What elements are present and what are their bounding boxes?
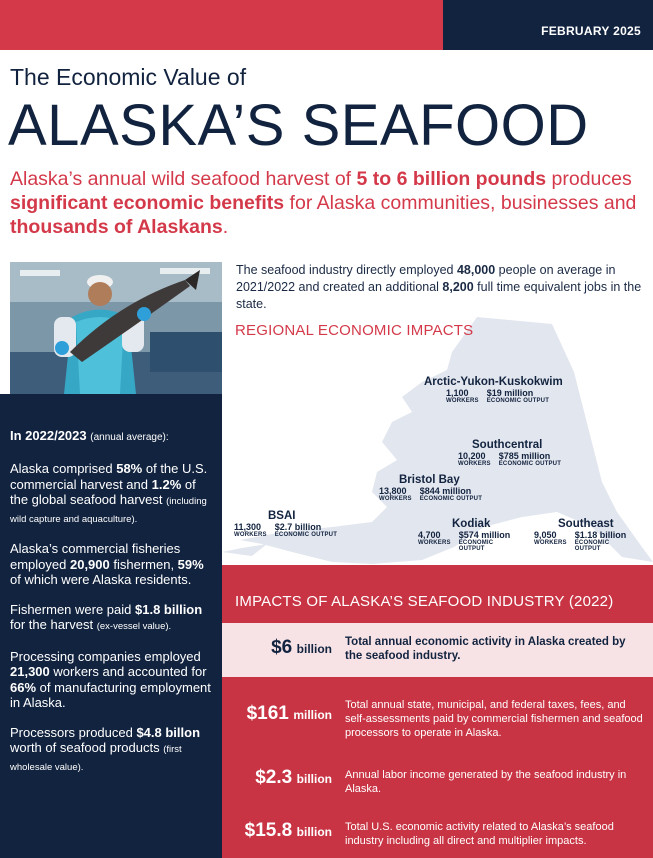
- fact-bold: 58%: [116, 461, 143, 476]
- region-output-value: $844 million: [419, 486, 472, 496]
- region-arctic-yukon-kuskokwim: [424, 376, 563, 406]
- fact-text: worth of seafood products: [10, 740, 164, 755]
- fact-text: Processing companies employed: [10, 648, 201, 664]
- impact-row-taxes: [222, 693, 653, 751]
- region-kodiak: [418, 518, 529, 552]
- region-output-value: $785 million: [498, 451, 551, 461]
- region-name: Bristol Bay: [399, 474, 460, 486]
- fact-text: Fishermen were paid: [10, 601, 135, 617]
- employment-text: people on average in 2021/2022 and created an additional: [236, 263, 616, 294]
- fact-note: (ex-vessel value).: [96, 621, 172, 632]
- fact-text: fishermen,: [109, 556, 178, 572]
- impact-description: Total U.S. economic activity related to Alaska’s seafood industry including all direct and multiplier impacts.: [345, 821, 614, 847]
- region-output: [275, 522, 337, 538]
- worker-holding-fish-illustration: [10, 262, 222, 394]
- regional-impacts-title: REGIONAL ECONOMIC IMPACTS: [235, 322, 474, 339]
- lede-text: for Alaska communities, businesses and: [284, 192, 637, 214]
- region-name: Southcentral: [472, 439, 543, 451]
- employment-text: The seafood industry directly employed: [236, 263, 457, 277]
- region-output-value: $574 million: [458, 530, 511, 540]
- fact-text: Processors produced: [10, 724, 137, 740]
- region-output-value: $19 million: [486, 388, 534, 398]
- impact-row-labor-income: [222, 765, 653, 823]
- lede-bold: thousands of Alaskans: [10, 216, 223, 238]
- impact-amount-value: $15.8: [244, 820, 293, 841]
- aleutian-islands: [222, 544, 267, 556]
- worker-photo: [10, 262, 222, 394]
- region-workers-value: 9,050: [534, 530, 557, 540]
- fact-harvest-share: [10, 461, 212, 527]
- region-output-label: ECONOMIC OUTPUT: [486, 398, 550, 404]
- impact-amount-unit: billion: [296, 642, 332, 656]
- lede-text: produces: [546, 168, 632, 190]
- region-name: BSAI: [268, 510, 296, 522]
- fact-fishermen: [10, 541, 212, 588]
- region-southcentral: [458, 439, 569, 469]
- impact-amount: [222, 637, 332, 659]
- fact-bold: 66%: [10, 679, 37, 695]
- impact-description: Total annual economic activity in Alaska created by the seafood industry.: [345, 636, 626, 662]
- region-name: Kodiak: [452, 518, 491, 530]
- fact-bold: $1.8 billion: [135, 601, 203, 617]
- region-workers-label: WORKERS: [379, 496, 412, 502]
- region-workers-label: WORKERS: [418, 540, 451, 546]
- fact-processors-value: [10, 725, 212, 776]
- lede-text: Alaska’s annual wild seafood harvest of: [10, 168, 357, 190]
- impact-amount-value: $2.3: [255, 767, 293, 788]
- employment-bold: 48,000: [456, 263, 496, 277]
- region-name: Arctic-Yukon-Kuskokwim: [424, 376, 563, 388]
- region-output-label: ECONOMIC OUTPUT: [274, 532, 338, 538]
- fact-text: Alaska’s commercial fisheries employed: [10, 541, 181, 572]
- fact-bold: $4.8 billon: [136, 724, 201, 740]
- region-workers-value: 1,100: [446, 388, 469, 398]
- fact-bold: 59%: [177, 556, 204, 572]
- impact-amount: [222, 703, 332, 725]
- facts-intro-note: (annual average):: [90, 432, 169, 443]
- employment-paragraph: [236, 262, 648, 313]
- fact-text: of which were Alaska residents.: [10, 572, 192, 587]
- region-workers-value: 13,800: [379, 486, 407, 496]
- lede-text: .: [222, 216, 229, 238]
- region-output-value: $2.7 billion: [274, 522, 322, 532]
- region-southeast: [534, 518, 627, 552]
- impact-row-total-activity: [222, 623, 653, 677]
- impact-amount-unit: billion: [296, 825, 332, 839]
- fact-text: of the global seafood harvest: [10, 476, 196, 507]
- region-output: [459, 530, 521, 552]
- page-kicker: The Economic Value of: [10, 64, 247, 90]
- region-workers: [534, 530, 567, 546]
- region-name: Southeast: [558, 518, 614, 530]
- region-workers-value: 10,200: [458, 451, 486, 461]
- impact-amount-value: $6: [271, 637, 293, 658]
- region-output: [420, 486, 482, 502]
- region-bsai: [234, 510, 345, 540]
- fact-text: of the U.S. commercial harvest and: [10, 461, 208, 492]
- fact-bold: 20,900: [69, 556, 110, 572]
- impact-amount: [222, 820, 332, 842]
- facts-intro: [10, 428, 212, 443]
- region-output: [487, 388, 549, 404]
- region-output: [499, 451, 561, 467]
- region-output-label: ECONOMIC OUTPUT: [574, 540, 610, 552]
- fact-bold: 21,300: [10, 664, 50, 679]
- region-output-value: $1.18 billion: [574, 530, 627, 540]
- region-workers: [458, 451, 491, 467]
- employment-text: full time equivalent jobs in the state.: [236, 280, 642, 311]
- impact-description: Total annual state, municipal, and federal taxes, fees, and self-assessments paid by commercial fishermen and seafood processors to operate in Alaska.: [345, 699, 643, 739]
- fact-processing: [10, 649, 212, 711]
- impact-description: Annual labor income generated by the seafood industry in Alaska.: [345, 769, 627, 795]
- region-workers: [234, 522, 267, 538]
- region-output: [575, 530, 627, 552]
- region-output-label: ECONOMIC OUTPUT: [498, 461, 562, 467]
- fact-text: workers and accounted for: [49, 664, 207, 679]
- page-title: ALASKA’S SEAFOOD: [8, 93, 589, 158]
- fact-note: (including wild capture and aquaculture).: [10, 496, 207, 525]
- key-facts-panel: [0, 394, 222, 858]
- industry-impacts-section: [222, 565, 653, 858]
- region-workers: [379, 486, 412, 502]
- impact-amount: [222, 767, 332, 789]
- region-workers-label: WORKERS: [234, 532, 267, 538]
- region-workers-label: WORKERS: [458, 461, 491, 467]
- region-workers-value: 11,300: [234, 522, 262, 532]
- impact-amount-unit: million: [293, 708, 332, 722]
- region-workers-label: WORKERS: [446, 398, 479, 404]
- region-output-label: ECONOMIC OUTPUT: [458, 540, 494, 552]
- region-workers-label: WORKERS: [534, 540, 567, 546]
- region-output-label: ECONOMIC OUTPUT: [419, 496, 483, 502]
- fact-bold: 1.2%: [151, 476, 182, 492]
- lede-bold: significant economic benefits: [10, 192, 285, 214]
- fact-fishermen-pay: [10, 602, 212, 635]
- publication-date: FEBRUARY 2025: [541, 24, 641, 38]
- fact-text: Alaska comprised: [10, 461, 117, 476]
- region-workers-value: 4,700: [418, 530, 441, 540]
- lede-bold: 5 to 6 billion pounds: [356, 168, 547, 190]
- region-bristol-bay: [379, 474, 490, 504]
- fact-note: (first wholesale value).: [10, 744, 182, 773]
- impact-amount-unit: billion: [296, 772, 332, 786]
- fact-text: for the harvest: [10, 617, 97, 632]
- fact-text: of manufacturing employment in Alaska.: [10, 679, 211, 710]
- region-workers: [418, 530, 451, 546]
- region-workers: [446, 388, 479, 404]
- impact-amount-value: $161: [246, 703, 289, 724]
- header-band: [0, 0, 653, 50]
- lede-paragraph: [10, 167, 650, 239]
- facts-intro-year: In 2022/2023: [10, 428, 87, 443]
- employment-bold: 8,200: [442, 280, 474, 294]
- impacts-title: IMPACTS OF ALASKA’S SEAFOOD INDUSTRY (2022): [235, 593, 614, 610]
- impact-row-us-activity: [222, 817, 653, 857]
